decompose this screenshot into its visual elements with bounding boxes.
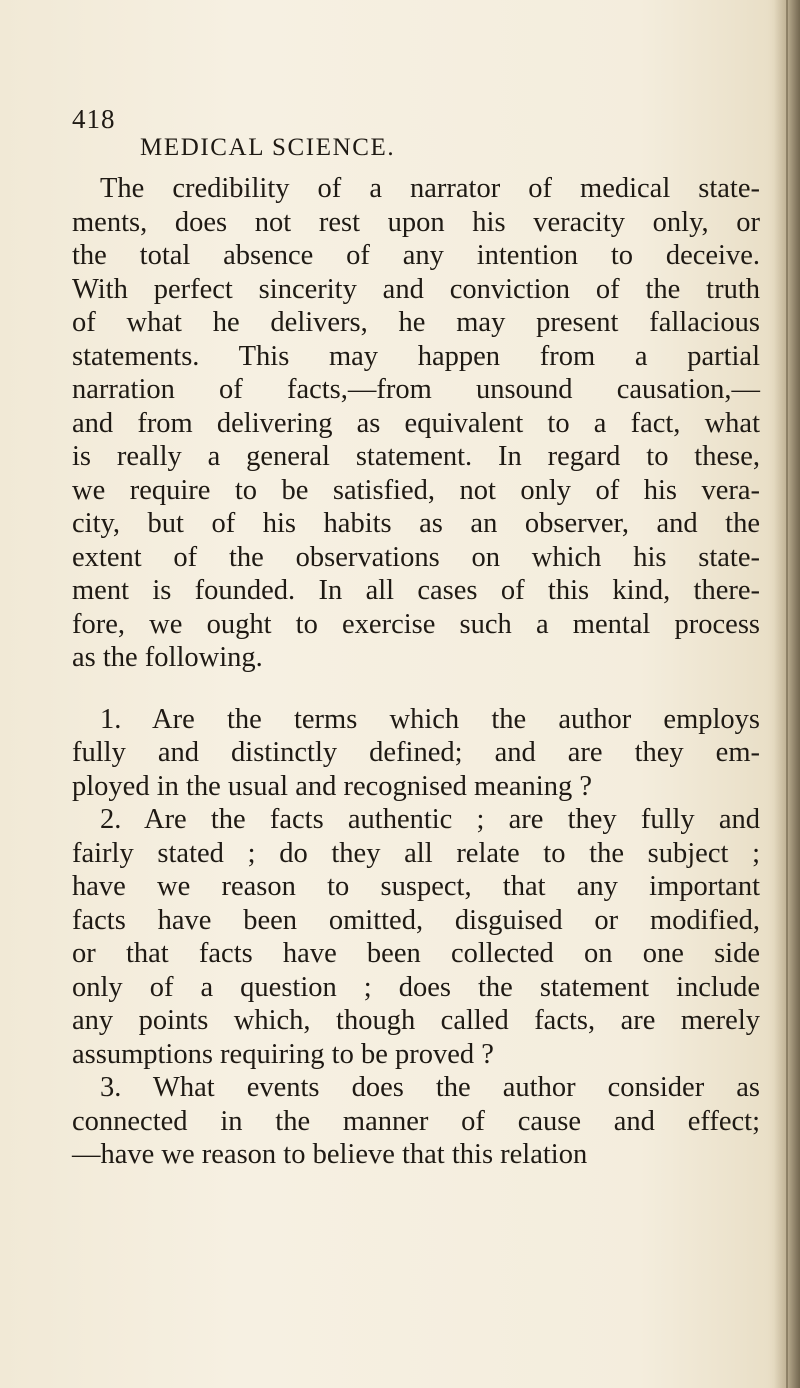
text-line: fore, we ought to exercise such a mental process bbox=[72, 608, 760, 640]
text-line: assumptions requiring to be proved ? bbox=[72, 1038, 494, 1070]
question-item-2 bbox=[72, 803, 760, 1071]
text-line: —have we reason to believe that this relation bbox=[72, 1139, 588, 1170]
text-line: narration of facts,—from unsound causation,— bbox=[72, 374, 760, 405]
text-line: the total absence of any intention to deceive. bbox=[72, 240, 760, 271]
text-line: facts have been omitted, disguised or modified, bbox=[72, 904, 760, 936]
text-line: ment is founded. In all cases of this kind, there- bbox=[72, 575, 760, 606]
paragraph-intro bbox=[72, 172, 760, 675]
text-line: statements. This may happen from a partial bbox=[72, 340, 760, 372]
text-line: of what he delivers, he may present fallacious bbox=[72, 307, 760, 338]
text-line: fairly stated ; do they all relate to the subject ; bbox=[72, 837, 760, 869]
running-title: MEDICAL SCIENCE. bbox=[140, 134, 396, 161]
body-text bbox=[72, 172, 760, 1172]
text-line: any points which, though called facts, are merely bbox=[72, 1005, 760, 1036]
text-line: 1. Are the terms which the author employs bbox=[100, 703, 760, 735]
text-line: The credibility of a narrator of medical state- bbox=[100, 173, 760, 204]
text-line: ployed in the usual and recognised meaning ? bbox=[72, 770, 592, 802]
question-item-1 bbox=[72, 703, 760, 804]
question-item-3 bbox=[72, 1071, 760, 1172]
text-line: we require to be satisfied, not only of his vera- bbox=[72, 474, 760, 506]
text-line: is really a general statement. In regard to these, bbox=[72, 441, 760, 472]
text-line: connected in the manner of cause and effect; bbox=[72, 1105, 760, 1137]
page-number: 418 bbox=[72, 104, 116, 134]
text-line: have we reason to suspect, that any important bbox=[72, 871, 760, 902]
text-line: 2. Are the facts authentic ; are they fully and bbox=[100, 804, 760, 835]
text-line: city, but of his habits as an observer, and the bbox=[72, 508, 760, 539]
page-header bbox=[72, 104, 792, 164]
text-line: 3. What events does the author consider as bbox=[100, 1072, 760, 1103]
text-line: extent of the observations on which his state- bbox=[72, 541, 760, 573]
text-line: With perfect sincerity and conviction of the truth bbox=[72, 273, 760, 305]
page-edge-line bbox=[786, 0, 788, 1388]
text-line: and from delivering as equivalent to a fact, what bbox=[72, 407, 760, 439]
text-line: ments, does not rest upon his veracity only, or bbox=[72, 206, 760, 238]
text-line: or that facts have been collected on one side bbox=[72, 938, 760, 969]
text-line: fully and distinctly defined; and are they em- bbox=[72, 737, 760, 768]
text-line: as the following. bbox=[72, 642, 263, 673]
text-line: only of a question ; does the statement include bbox=[72, 971, 760, 1003]
paragraph-gap bbox=[72, 675, 760, 703]
